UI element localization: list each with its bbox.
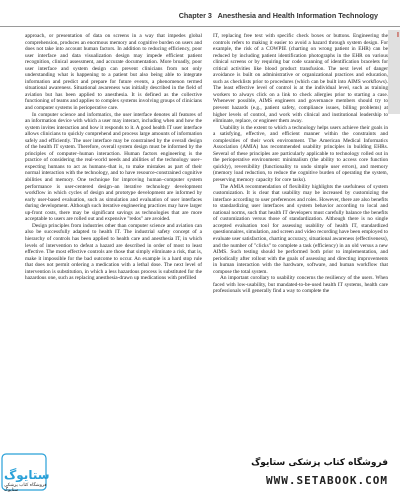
- chapter-title: Anesthesia and Health Information Technology: [217, 11, 378, 20]
- section-tab: [388, 30, 400, 114]
- left-column: [25, 33, 202, 282]
- paragraph: An important corollary to usability concerns the resiliency of the users. When faced with low-usability, but mandated-to-be-used health IT systems, health care professionals will generally find a way to complete the: [213, 275, 388, 295]
- store-name: فروشگاه کتاب پزشکی ستایوگ: [251, 458, 388, 468]
- page-footer: [0, 444, 400, 500]
- logo-subtitle: فروشگاه کتاب پزشکی ستایوگ: [4, 483, 47, 493]
- paragraph: Design principles from industries other than computer science and aviation can also be successfully adapted to health IT. The industrial safety concept of a hierarchy of controls has been applied to health care and anesthesia IT, in which levels of intervention to defeat a hazard are described in order of most to least effective. The most effective controls are those that simply eliminate a risk, that is, make it impossible for the bad outcome to occur. An example is a hard stop rule that does not permit ordering a medication with a lethal dose. The next level of intervention is substitution, in which a less hazardous process is substituted for the hazardous one, such as replacing anesthesia-drawn up medications with prefilled: [25, 222, 202, 282]
- right-column: [213, 33, 388, 295]
- header-rule: [0, 26, 400, 27]
- store-url[interactable]: WWW.SETABOOK.COM: [266, 474, 388, 487]
- section-number: I: [397, 32, 399, 39]
- paragraph: Usability is the extent to which a technology helps users achieve their goals in a satisfying, effective, and efficient manner within the constraints and complexities of their work environment. The American Medical Informatics Association (AMIA) has recommended usability principles in building EHRs. Several of these principles are particularly applicable to technology rolled out in the perioperative environment: minimalism (the ability to access core function quickly), reversibility (functionality to undo simple user errors), and memory (memory load reduction, to reduce the cognitive burden of operating the system, preserving memory capacity for core tasks).: [213, 124, 388, 184]
- page-header: [0, 0, 400, 26]
- paragraph: In computer science and informatics, the user interface denotes all features of an information device with which a user may interact, including when and how the system invites interaction and how it responds to it. A good health IT user interface allows clinicians to quickly comprehend and process large amounts of information safely and efficiently. The user interface may be constrained by the overall design of the health IT system. Therefore, overall system design must be informed by the principles of computer–human interaction. Human factors engineering is the practice of considering the real-world needs and abilities of the technology user–expecting humans to act as humans–that is, to make mistakes as part of their normal interaction with the technology, and to have resource-constrained cognitive abilities and memory. One technique for improving human–computer system performance is user-centered design–an iterative technology development workflow in which cycles of design and prototype development are informed by early user-based evaluation, such as simulation and evaluation of user interfaces during development. Although such iterative engineering practices may have larger up-front costs, there may be significant savings as technologies that are more acceptable to users are rolled out and expensive "redos" are avoided.: [25, 111, 202, 223]
- logo-wordmark: ستایوگ: [4, 468, 50, 482]
- store-logo: [0, 450, 48, 494]
- paragraph: approach, or presentation of data on screens in a way that impedes global comprehension, produces an enormous memory and cognitive burden on users and does not take into account human factors. In addition to reducing efficiency, poor user interface and data visualization design may impede efficient patient recognition, clinical assessment, and accurate documentation. More broadly, poor user interface and system design can prevent clinicians from not only understanding what is happening to a patient but also being able to integrate information and predict and prepare for future events, a phenomenon termed situational awareness. Situational awareness was initially described in the field of aviation but has been applied to anesthesia. It is defined as the collective functioning of teams and applies to complex systems involving groups of clinicians and computer systems in perioperative care.: [25, 33, 202, 112]
- paragraph: IT, replacing free text with specific check boxes or buttons. Engineering the controls refers to making it easier to avoid a hazard through system design. For example, the risk of a COWPIE (charting on wrong patient in EHR) can be reduced by including patient identification photographs in the EHR on various clinical screens or by requiring bar code scanning of identification bracelets for critical activities like blood product transfusion. The next level of danger avoidance is built on administrative or organizational practices and education, such as checklists prior to procedures (which can be built into AIMS workflows). The least effective level of control is at the individual level, such as training workers to always click on a link to check allergies prior to starting a case. Whenever possible, AIMS engineers and governance members should try to prevent hazards (e.g., patient safety, compliance issues, billing problems) at higher levels of control, and work with clinical and institutional leadership to eliminate, replace, or engineer them away.: [213, 33, 388, 125]
- running-head: [179, 11, 378, 20]
- paragraph: The AMIA recommendation of flexibility highlights the usefulness of system customization. It is clear that usability may be increased by customizing the interface according to user preferences and roles. However, there are also benefits to standardizing user interfaces and system behavior according to local and national norms, such that health IT developers must carefully balance the benefits of customization versus those of standardization. Although there is no single accepted evaluation tool for assessing usability of health IT, standardized questionnaires, simulation, and screen and video recording have been employed to evaluate user satisfaction, charting accuracy, situational awareness (effectiveness), and the number of "clicks" to complete a task (efficiency) in an old versus a new AIMS. Such testing should be performed both prior to implementation, and periodically after rollout with the goals of assessing and directing improvements in human interaction with the hardware, software, and human workflow that compose the total system.: [213, 183, 388, 275]
- chapter-label: Chapter 3: [178, 11, 212, 20]
